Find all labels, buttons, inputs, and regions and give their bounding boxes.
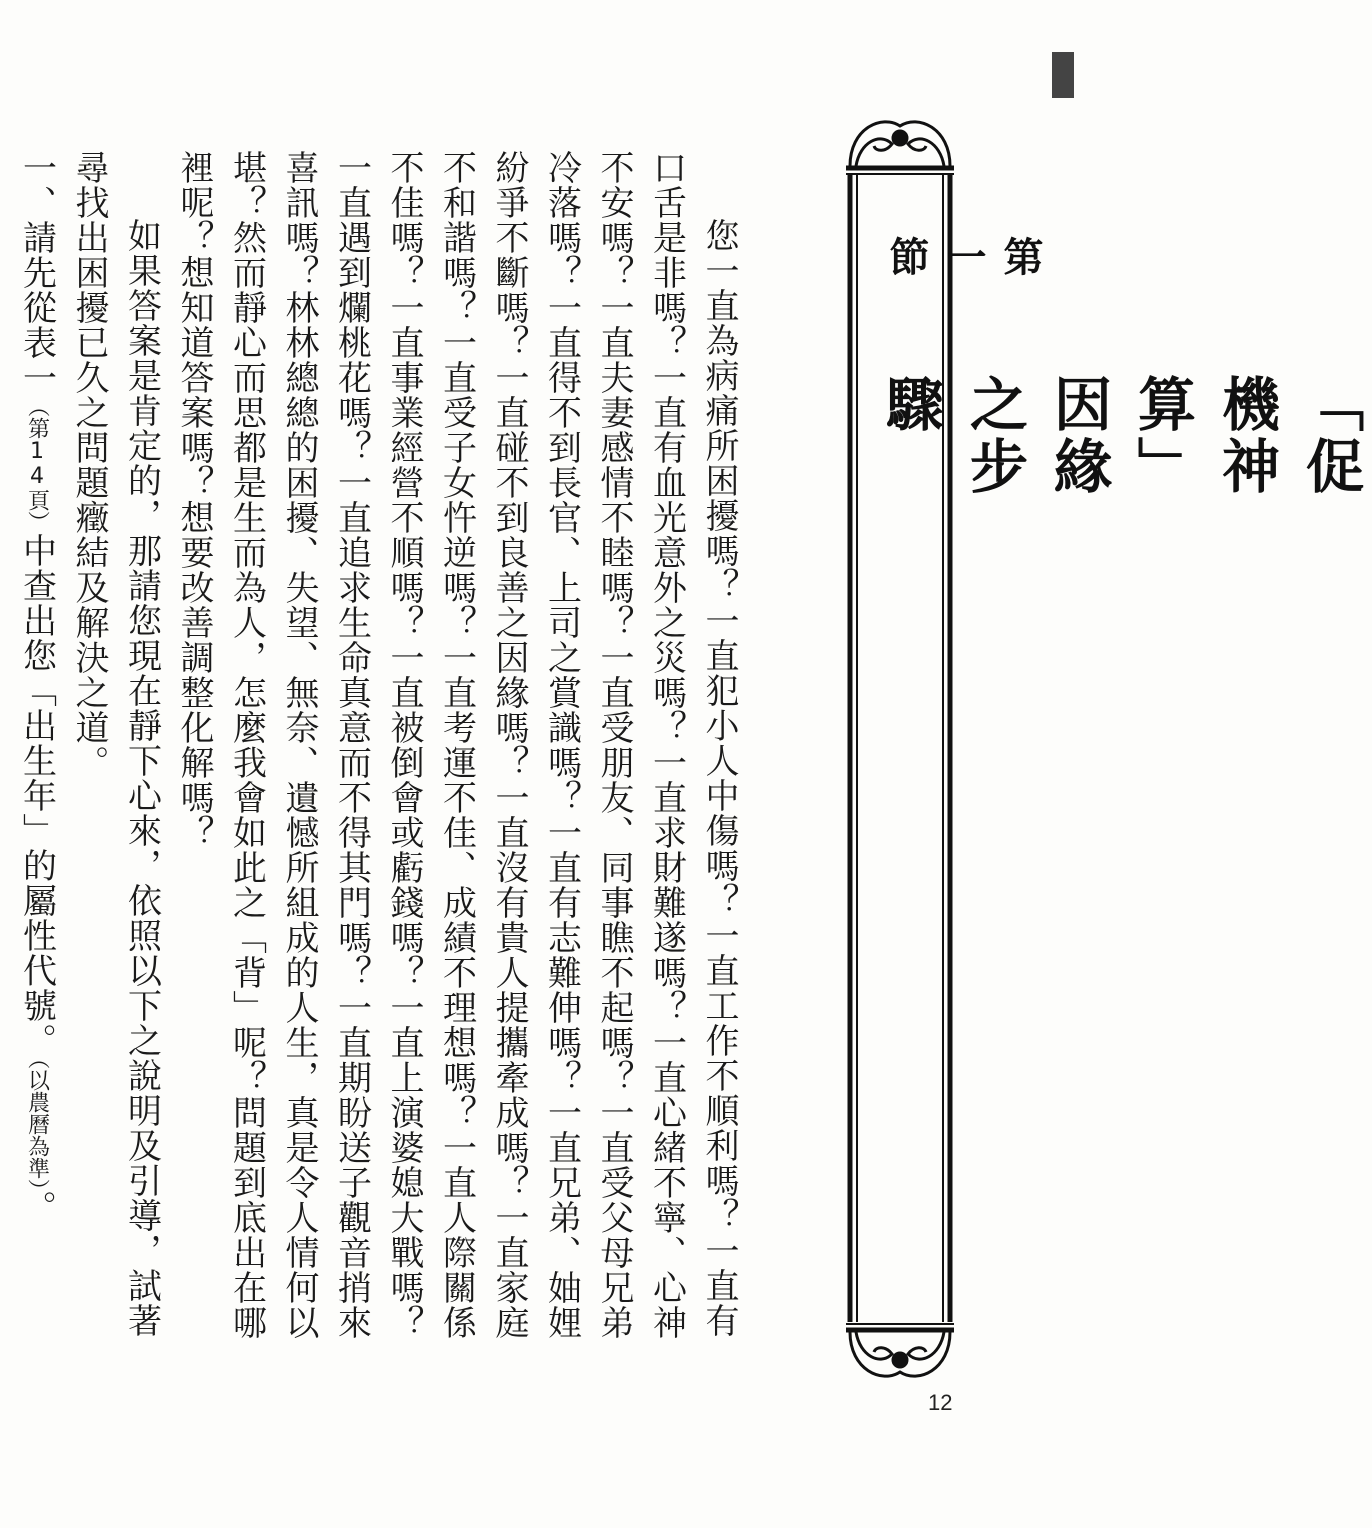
- step-one-end: 。: [16, 1190, 57, 1225]
- frame-rails: [850, 174, 950, 1322]
- page-number: 12: [928, 1390, 953, 1415]
- lunar-calendar-note: （以農曆為準）: [24, 1058, 50, 1190]
- chapter-title-panel: [842, 108, 1364, 1390]
- section-label: 第一節: [883, 236, 1043, 282]
- step-one-middle: 中查出您「出生年」的屬性代號。: [16, 533, 57, 1058]
- paragraph-guidance: 如果答案是肯定的，那請您現在靜下心來，依照以下之說明及引導，試著尋找出困擾已久之問題癥結及解決之道。: [69, 150, 162, 1338]
- body-text: [10, 150, 745, 1350]
- paragraph-questions: 您一直為病痛所困擾嗎？一直犯小人中傷嗎？一直工作不順利嗎？一直有口舌是非嗎？一直有血光意外之災嗎？一直求財難遂嗎？一直心緒不寧、心神不安嗎？一直夫妻感情不睦嗎？一直受朋友、同事瞧不起嗎？一直受父母兄弟冷落嗎？一直得不到長官、上司之賞識嗎？一直有志難伸嗎？一直兄弟、妯娌紛爭不斷嗎？一直碰不到良善之因緣嗎？一直沒有貴人提攜牽成嗎？一直家庭不和諧嗎？一直受子女忤逆嗎？一直考運不佳、成績不理想嗎？一直人際關係不佳嗎？一直事業經營不順嗎？一直被倒會或虧錢嗎？一直上演婆媳大戰嗎？一直遇到爛桃花嗎？一直追求生命真意而不得其門嗎？一直期盼送子觀音捎來喜訊嗎？林林總總的困擾、失望、無奈、遺憾所組成的人生，真是令人情何以堪？然而靜心而思都是生而為人，怎麼我會如此之「背」呢？問題到底出在哪裡呢？想知道答案嗎？想要改善調整化解嗎？: [174, 150, 739, 1340]
- bottom-scroll-ornament: [846, 1324, 954, 1376]
- section-heading: 「促機神算」因緣之步驟: [876, 374, 1364, 498]
- top-scroll-ornament: [846, 122, 954, 174]
- page-reference: （第14頁）: [24, 395, 50, 533]
- step-one-prefix: 一、請先從表一: [16, 150, 57, 395]
- step-one: [10, 150, 63, 1350]
- page-edge-tab: [1052, 52, 1074, 98]
- ornamental-frame: [842, 108, 958, 1390]
